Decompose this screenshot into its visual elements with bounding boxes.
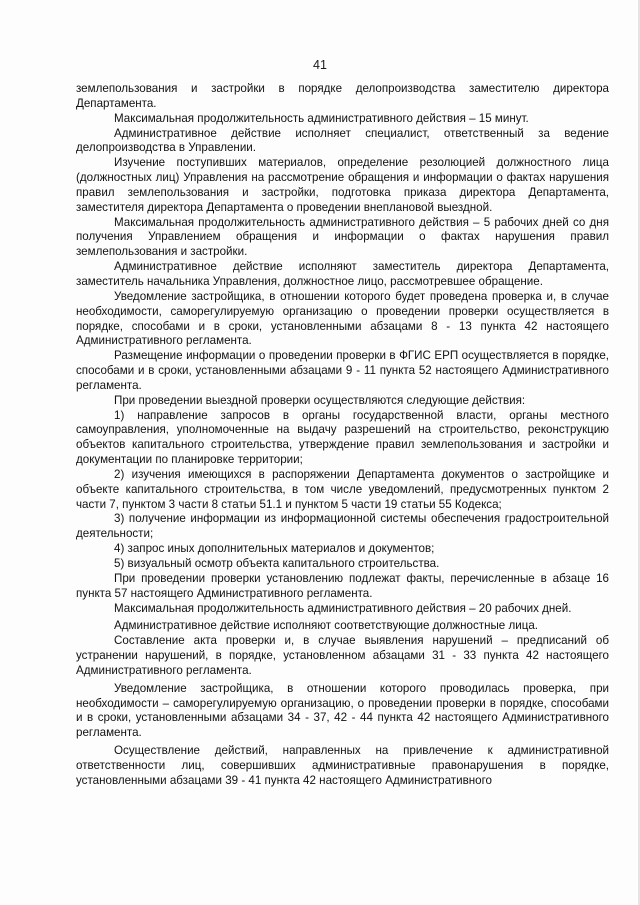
paragraph: Максимальная продолжительность административного действия – 15 минут. — [114, 111, 529, 125]
paragraph: Максимальная продолжительность административного действия – 5 рабочих дней со дня получения Управлением обращения и информации о фактах нарушения правил землепользования и застройки. — [76, 215, 609, 259]
paragraph: Составление акта проверки и, в случае выявления нарушений – предписаний об устранении нарушений, в порядке, установленном абзацами 31 - 33 пункта 42 настоящего Административного регламента. — [76, 634, 609, 677]
paragraph: Административное действие исполняет специалист, ответственный за ведение делопроизводства в Управлении. — [76, 126, 609, 155]
paragraph: землепользования и застройки в порядке делопроизводства заместителю директора Департамента. — [76, 82, 609, 110]
paragraph: При проведении выездной проверки осуществляются следующие действия: — [114, 393, 526, 407]
paragraph: Уведомление застройщика, в отношении которого проводилась проверка, при необходимости – саморегулируемую организацию, о проведении проверки в порядке, способами и в сроки, установленными абзацами 34 - 37, 42 - 44 пункта 42 настоящего Административного регламента. — [76, 681, 609, 740]
paragraph: Осуществление действий, направленных на привлечение к административной ответственности лиц, совершивших административные правонарушения в порядке, установленными абзацами 39 - 41 пункта 42 настоящего Административного — [76, 744, 609, 787]
list-item: 5) визуальный осмотр объекта капитального строительства. — [114, 557, 440, 570]
list-item: 2) изучения имеющихся в распоряжении Департамента документов о застройщике и объекте капитального строительства, в том числе уведомлений, предусмотренных пунктом 2 части 7, пунктом 3 части 8 статьи 51.1 и пунктом 5 части 19 статьи 55 Кодекса; — [76, 467, 609, 511]
paragraph: Административное действие исполняют заместитель директора Департамента, заместитель начальника Управления, должностное лицо, рассмотревшее обращение. — [76, 260, 609, 288]
list-item: 3) получение информации из информационной системы обеспечения градостроительной деятельности; — [76, 512, 609, 541]
paragraph: При проведении проверки установлению подлежат факты, перечисленные в абзаце 16 пункта 57 настоящего Административного регламента. — [76, 571, 609, 600]
paragraph: Уведомление застройщика, в отношении которого будет проведена проверка и, в случае необходимости, саморегулируемую организацию о проведении проверки осуществляется в порядке, способами и в сроки, установленными абзацами 8 - 13 пункта 42 настоящего Административного регламента. — [76, 289, 609, 348]
document-body — [76, 82, 609, 789]
list-item: 1) направление запросов в органы государственной власти, органы местного самоуправления, уполномоченные на выдачу разрешений на строительство, реконструкцию объектов капитального строительства, утверждение правил землепользования и застройки и документации по планировке территории; — [76, 408, 609, 467]
paragraph: Размещение информации о проведении проверки в ФГИС ЕРП осуществляется в порядке, способами и в сроки, установленными абзацами 9 - 11 пункта 52 настоящего Административного регламента. — [76, 349, 609, 392]
list-item: 4) запрос иных дополнительных материалов и документов; — [114, 542, 435, 556]
paragraph: Максимальная продолжительность административного действия – 20 рабочих дней. — [114, 601, 572, 615]
paragraph: Административное действие исполняют соответствующие должностные лица. — [114, 619, 539, 633]
page-number: 41 — [313, 58, 327, 72]
paragraph: Изучение поступивших материалов, определение резолюцией должностного лица (должностных лиц) Управления на рассмотрение обращения и информации о фактах нарушения правил землепользования и застройки, подготовка приказа директора Департамента, заместителя директора Департамента о проведении внеплановой выездной. — [76, 156, 609, 214]
